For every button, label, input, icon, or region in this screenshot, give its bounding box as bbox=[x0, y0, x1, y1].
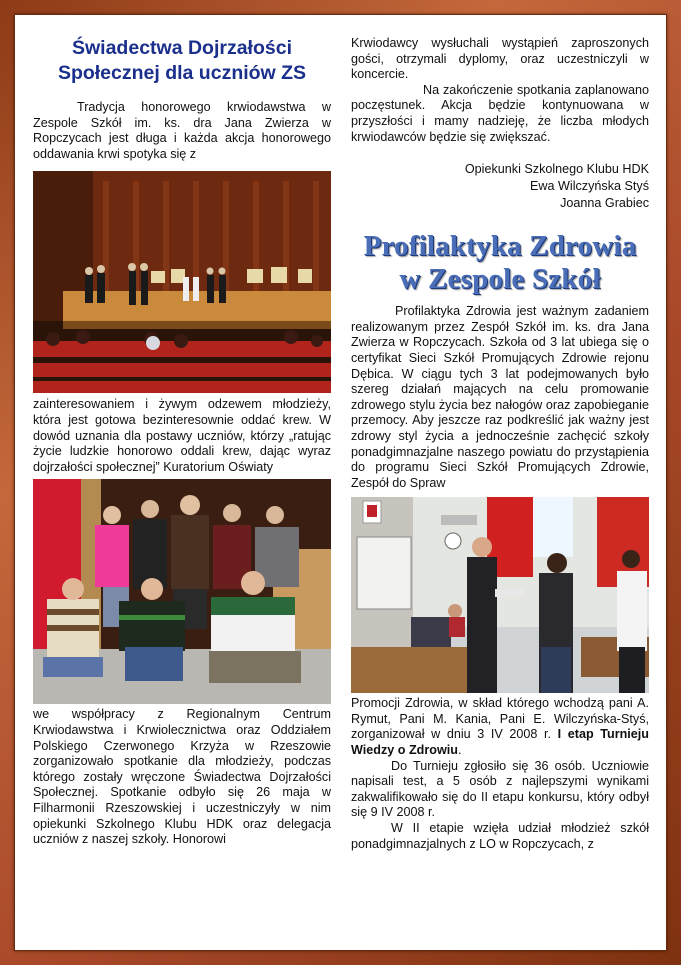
photo-hall-ceremony bbox=[33, 171, 331, 393]
right-paragraph-1: Krwiodawcy wysłuchali wystąpień zaproszonych gości, otrzymali dyplomy, oraz uczestniczyli w koncercie. bbox=[351, 36, 649, 82]
article-title-right-line-2: w Zespole Szkół bbox=[399, 263, 601, 296]
signature-line-1: Opiekunki Szkolnego Klubu HDK bbox=[464, 162, 649, 177]
photo-diploma-ceremony bbox=[351, 497, 649, 693]
article-title-right bbox=[351, 230, 649, 296]
right-paragraph-6: W II etapie wzięła udział młodzież szkół ponadgimnazjalnych z LO w Ropczycach, z bbox=[351, 821, 649, 851]
photo-group-students bbox=[33, 479, 331, 704]
right-paragraph-5: Do Turnieju zgłosiło się 36 osób. Uczniowie napisali test, a 5 osób z najlepszymi wynikami zakwalifikowało się do II etapu konkursu, który odbył się 9 IV 2008 r. bbox=[351, 758, 649, 820]
right-paragraph-4 bbox=[351, 696, 649, 758]
signature-line-2: Ewa Wilczyńska Styś bbox=[530, 179, 649, 194]
article-title-right-line-1: Profilaktyka Zdrowia bbox=[363, 230, 637, 263]
right-paragraph-4-start: Promocji Zdrowia, w skład którego wchodzą pani A. Rymut, Pani M. Kania, Pani E. Wilczyńska-Styś, zorganizował w dniu 3 IV 2008 r. bbox=[351, 696, 649, 742]
document-page bbox=[14, 14, 667, 951]
signature-line-3: Joanna Grabiec bbox=[560, 196, 649, 211]
left-paragraph-1: Tradycja honorowego krwiodawstwa w Zespole Szkół im. ks. dra Jana Zwierza w Ropczycach jest długa i każda akcja honorowego oddawania krwi spotyka się z bbox=[33, 100, 331, 161]
right-column bbox=[351, 14, 649, 852]
left-paragraph-3: we współpracy z Regionalnym Centrum Krwiodawstwa i Krwiolecznictwa oraz Oddziałem Polskiego Czerwonego Krzyża w Rzeszowie zorganizowało spotkanie dla młodzieży, podczas którego zostały wręczone Świadectwa Dojrzałości Społecznej. Spotkanie odbyło się 26 maja w Filharmonii Rzeszowskiej i uczestniczyły w nim opiekunki Szkolnego Klubu HDK oraz delegacja uczniów z naszej szkoły. Honorowi bbox=[33, 707, 331, 847]
article-title-left: Świadectwa Dojrzałości Społecznej dla uczniów ZS bbox=[57, 37, 307, 84]
right-paragraph-2: Na zakończenie spotkania zaplanowano poczęstunek. Akcja będzie kontynuowana w przyszłości i mamy nadzieję, że liczba młodych krwiodawców będzie się zwiększać. bbox=[351, 82, 649, 144]
right-paragraph-4-end: . bbox=[457, 743, 462, 758]
left-column bbox=[33, 14, 331, 848]
right-paragraph-3: Profilaktyka Zdrowia jest ważnym zadaniem realizowanym przez Zespół Szkół im. ks. dra Jana Zwierza w Ropczycach. Szkoła od 3 lat ubiega się o certyfikat Sieci Szkół Promujących Zdrowie rejonu Dębica. W ciągu tych 3 lat podejmowanych było szereg działań mających na celu promowanie zdrowego stylu życia bez nałogów oraz zapobieganie przemocy. Aby jeszcze raz podkreślić jak ważny jest zdrowy styl życia a jednocześnie zachęcić szkoły ponadgimnazjalne naszego powiatu do przystąpienia do programu Sieci Szkół Promujących Zdrowie, Zespół do Spraw bbox=[351, 304, 649, 490]
left-paragraph-2: zainteresowaniem i żywym odzewem młodzieży, która jest gotowa bezinteresownie oddać krew. W dowód uznania dla postawy uczniów, którzy „ratując życie ludzkie honorowo oddali krew, dając wyraz dojrzałości społecznej” Kuratorium Oświaty bbox=[33, 397, 331, 474]
tournament-stage-bold: I etap Turnieju Wiedzy o Zdrowiu bbox=[351, 727, 650, 758]
signature-block bbox=[351, 161, 649, 212]
